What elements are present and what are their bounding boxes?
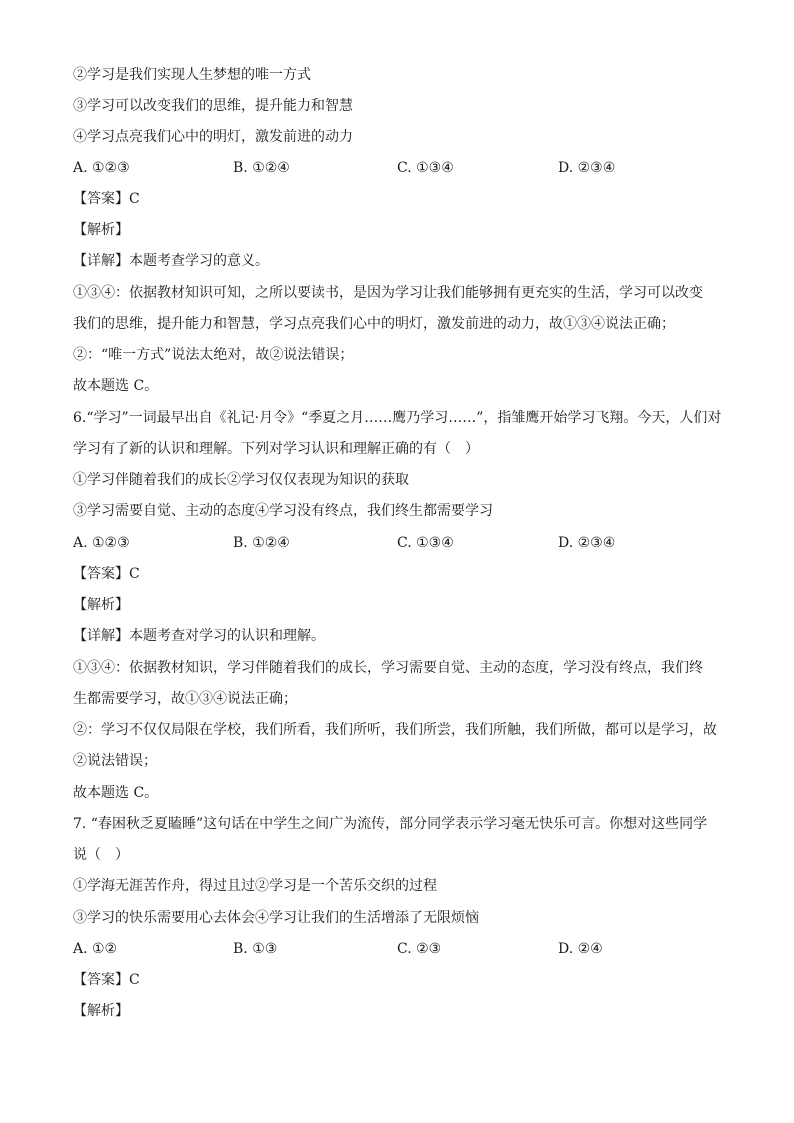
question-stem: 6.“学习”一词最早出自《礼记·月令》“季夏之月……鹰乃学习……”，指雏鹰开始学习飞翔。今天，人们对: [73, 410, 722, 426]
explanation-line: 【详解】本题考查对学习的认识和理解。: [73, 628, 325, 644]
answer-line: 【答案】C: [73, 191, 140, 207]
option-d: D. ②③④: [558, 160, 616, 176]
statement-line: ③学习需要自觉、主动的态度④学习没有终点，我们终生都需要学习: [73, 503, 493, 519]
option-d: D. ②③④: [558, 535, 616, 551]
explanation-line: ②说法错误；: [73, 753, 157, 769]
statement-line: ①学习伴随着我们的成长②学习仅仅表现为知识的获取: [73, 472, 409, 488]
statement-line: ②学习是我们实现人生梦想的唯一方式: [73, 67, 311, 83]
option-a: A. ①②③: [73, 160, 130, 176]
statement-line: ④学习点亮我们心中的明灯，激发前进的动力: [73, 129, 353, 145]
analysis-heading: 【解析】: [73, 597, 129, 613]
analysis-heading: 【解析】: [73, 222, 129, 238]
explanation-line: 我们的思维，提升能力和智慧，学习点亮我们心中的明灯，激发前进的动力，故①③④说法正确；: [73, 316, 675, 332]
option-c: C. ②③: [397, 941, 442, 957]
option-a: A. ①②: [73, 941, 118, 957]
explanation-line: ①③④：依据教材知识，学习伴随着我们的成长，学习需要自觉、主动的态度，学习没有终点，我们终: [73, 660, 703, 676]
explanation-line: ②：“唯一方式”说法太绝对，故②说法错误；: [73, 347, 354, 363]
option-c: C. ①③④: [397, 160, 454, 176]
statement-line: ①学海无涯苦作舟，得过且过②学习是一个苦乐交织的过程: [73, 878, 437, 894]
explanation-line: ②：学习不仅仅局限在学校，我们所看，我们所听，我们所尝，我们所触，我们所做，都可以是学习，故: [73, 722, 717, 738]
conclusion-line: 故本题选 C。: [73, 378, 159, 394]
option-c: C. ①③④: [397, 535, 454, 551]
option-d: D. ②④: [558, 941, 603, 957]
answer-line: 【答案】C: [73, 972, 140, 988]
explanation-line: ①③④：依据教材知识可知，之所以要读书，是因为学习让我们能够拥有更充实的生活，学习可以改变: [73, 285, 703, 301]
question-stem: 7. “春困秋乏夏瞌睡”这句话在中学生之间广为流传，部分同学表示学习毫无快乐可言。你想对这些同学: [73, 816, 708, 832]
conclusion-line: 故本题选 C。: [73, 785, 159, 801]
option-a: A. ①②③: [73, 535, 130, 551]
analysis-heading: 【解析】: [73, 1003, 129, 1019]
option-b: B. ①②④: [233, 535, 290, 551]
statement-line: ③学习可以改变我们的思维，提升能力和智慧: [73, 98, 353, 114]
option-b: B. ①③: [233, 941, 278, 957]
statement-line: ③学习的快乐需要用心去体会④学习让我们的生活增添了无限烦恼: [73, 910, 479, 926]
question-stem: 学习有了新的认识和理解。下列对学习认识和理解正确的有（ ）: [73, 441, 479, 457]
explanation-line: 【详解】本题考查学习的意义。: [73, 253, 269, 269]
option-b: B. ①②④: [233, 160, 290, 176]
answer-line: 【答案】C: [73, 566, 140, 582]
explanation-line: 生都需要学习，故①③④说法正确；: [73, 691, 297, 707]
question-stem: 说（ ）: [73, 847, 129, 863]
